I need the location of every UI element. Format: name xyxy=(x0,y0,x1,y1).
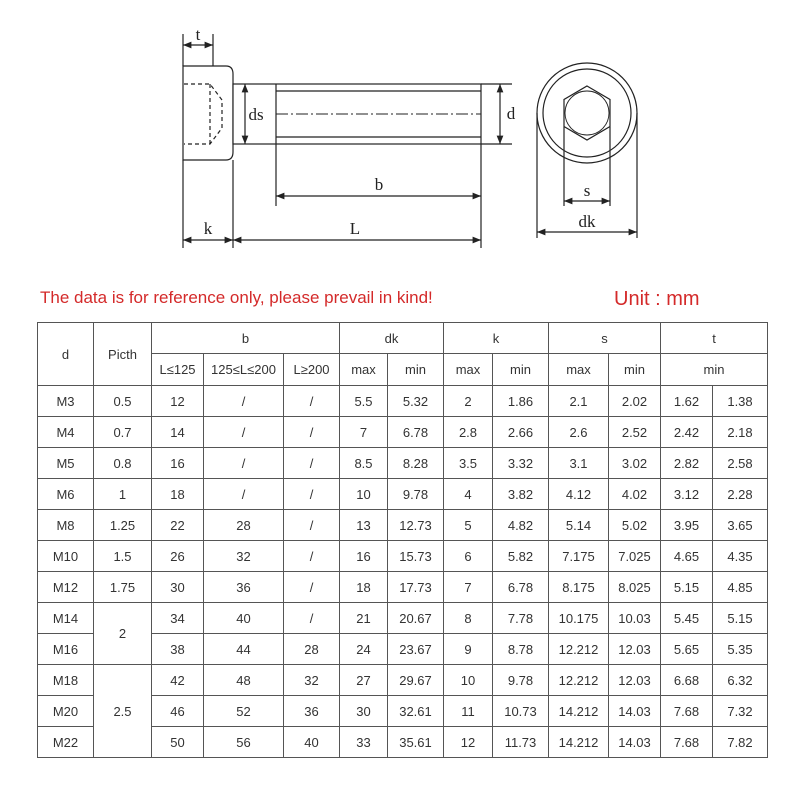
cell-k-min: 3.32 xyxy=(493,448,549,479)
cell-t-value-1: 6.68 xyxy=(661,665,713,696)
header-b-l125-200: 125≤L≤200 xyxy=(204,354,284,386)
cell-b-l125: 46 xyxy=(152,696,204,727)
cell-t-value-1: 3.95 xyxy=(661,510,713,541)
cell-s-min: 2.02 xyxy=(609,386,661,417)
cell-b-l200: / xyxy=(284,572,340,603)
cell-dk-max: 10 xyxy=(340,479,388,510)
cell-k-min: 6.78 xyxy=(493,572,549,603)
cell-k-max: 5 xyxy=(444,510,493,541)
cell-dk-max: 33 xyxy=(340,727,388,758)
cell-s-max: 14.212 xyxy=(549,696,609,727)
cell-b-l125-200: 40 xyxy=(204,603,284,634)
cell-d: M14 xyxy=(38,603,94,634)
header-dk-min: min xyxy=(388,354,444,386)
cell-t-value-2: 1.38 xyxy=(713,386,768,417)
header-t-min: min xyxy=(661,354,768,386)
cell-s-min: 2.52 xyxy=(609,417,661,448)
table-row xyxy=(38,510,768,541)
cell-t-value-2: 4.85 xyxy=(713,572,768,603)
cell-dk-max: 13 xyxy=(340,510,388,541)
cell-t-value-2: 6.32 xyxy=(713,665,768,696)
cell-k-max: 6 xyxy=(444,541,493,572)
cell-dk-min: 23.67 xyxy=(388,634,444,665)
table-row xyxy=(38,417,768,448)
header-pitch: Picth xyxy=(94,323,152,386)
cell-t-value-1: 3.12 xyxy=(661,479,713,510)
cell-t-value-1: 4.65 xyxy=(661,541,713,572)
cell-b-l125-200: / xyxy=(204,417,284,448)
reference-note: The data is for reference only, please prevail in kind! xyxy=(40,288,433,307)
header-b: b xyxy=(152,323,340,354)
cell-s-max: 7.175 xyxy=(549,541,609,572)
cell-b-l125-200: 36 xyxy=(204,572,284,603)
cell-t-value-1: 5.65 xyxy=(661,634,713,665)
cell-s-min: 14.03 xyxy=(609,696,661,727)
cell-k-min: 7.78 xyxy=(493,603,549,634)
cell-b-l125: 34 xyxy=(152,603,204,634)
cell-dk-min: 29.67 xyxy=(388,665,444,696)
cell-s-max: 3.1 xyxy=(549,448,609,479)
table-row xyxy=(38,665,768,696)
cell-t-value-2: 7.82 xyxy=(713,727,768,758)
cell-pitch: 2.5 xyxy=(94,665,152,758)
cell-s-min: 5.02 xyxy=(609,510,661,541)
label-t: t xyxy=(195,25,201,44)
cell-pitch: 1.75 xyxy=(94,572,152,603)
cell-k-max: 2.8 xyxy=(444,417,493,448)
cell-k-max: 11 xyxy=(444,696,493,727)
cell-t-value-1: 7.68 xyxy=(661,696,713,727)
cell-s-min: 3.02 xyxy=(609,448,661,479)
cell-s-min: 12.03 xyxy=(609,665,661,696)
cell-d: M16 xyxy=(38,634,94,665)
cell-dk-max: 24 xyxy=(340,634,388,665)
header-k: k xyxy=(444,323,549,354)
cell-b-l200: / xyxy=(284,386,340,417)
cell-b-l125-200: 32 xyxy=(204,541,284,572)
cell-s-min: 7.025 xyxy=(609,541,661,572)
cell-pitch: 1 xyxy=(94,479,152,510)
header-k-max: max xyxy=(444,354,493,386)
cell-b-l125-200: 56 xyxy=(204,727,284,758)
label-b: b xyxy=(374,175,384,194)
cell-b-l125-200: 44 xyxy=(204,634,284,665)
cell-b-l125: 30 xyxy=(152,572,204,603)
cell-k-max: 3.5 xyxy=(444,448,493,479)
cell-s-max: 12.212 xyxy=(549,665,609,696)
cell-t-value-2: 4.35 xyxy=(713,541,768,572)
cell-pitch: 2 xyxy=(94,603,152,665)
cell-k-min: 11.73 xyxy=(493,727,549,758)
cell-b-l125-200: 52 xyxy=(204,696,284,727)
cell-s-max: 8.175 xyxy=(549,572,609,603)
cell-k-max: 2 xyxy=(444,386,493,417)
cell-b-l200: 40 xyxy=(284,727,340,758)
cell-b-l125: 18 xyxy=(152,479,204,510)
cell-dk-max: 8.5 xyxy=(340,448,388,479)
cell-b-l125-200: / xyxy=(204,386,284,417)
cell-b-l125: 42 xyxy=(152,665,204,696)
cell-d: M5 xyxy=(38,448,94,479)
cell-dk-max: 30 xyxy=(340,696,388,727)
header-t: t xyxy=(661,323,768,354)
cell-b-l125-200: / xyxy=(204,479,284,510)
label-d: d xyxy=(506,104,516,123)
table-row xyxy=(38,386,768,417)
cell-t-value-2: 5.15 xyxy=(713,603,768,634)
cell-b-l200: / xyxy=(284,603,340,634)
cell-s-max: 5.14 xyxy=(549,510,609,541)
cell-d: M10 xyxy=(38,541,94,572)
cell-dk-max: 16 xyxy=(340,541,388,572)
cell-dk-max: 21 xyxy=(340,603,388,634)
header-dk: dk xyxy=(340,323,444,354)
cell-b-l125: 12 xyxy=(152,386,204,417)
label-k: k xyxy=(203,219,213,238)
cell-dk-min: 6.78 xyxy=(388,417,444,448)
cell-s-min: 12.03 xyxy=(609,634,661,665)
cell-d: M18 xyxy=(38,665,94,696)
table-row xyxy=(38,603,768,634)
cell-pitch: 0.5 xyxy=(94,386,152,417)
cell-k-max: 9 xyxy=(444,634,493,665)
cell-d: M8 xyxy=(38,510,94,541)
cell-t-value-1: 2.42 xyxy=(661,417,713,448)
cell-t-value-2: 7.32 xyxy=(713,696,768,727)
cell-b-l125: 22 xyxy=(152,510,204,541)
cell-d: M12 xyxy=(38,572,94,603)
dimensions-table xyxy=(37,322,768,758)
cell-t-value-2: 3.65 xyxy=(713,510,768,541)
cell-b-l125-200: / xyxy=(204,448,284,479)
cell-b-l125: 16 xyxy=(152,448,204,479)
cell-s-max: 4.12 xyxy=(549,479,609,510)
cell-t-value-1: 2.82 xyxy=(661,448,713,479)
cell-dk-max: 18 xyxy=(340,572,388,603)
table-row xyxy=(38,541,768,572)
cell-dk-min: 12.73 xyxy=(388,510,444,541)
bolt-technical-drawing xyxy=(0,0,800,260)
table-row xyxy=(38,572,768,603)
cell-k-min: 9.78 xyxy=(493,665,549,696)
cell-dk-max: 7 xyxy=(340,417,388,448)
head-outer-circle xyxy=(537,63,637,163)
cell-t-value-1: 5.15 xyxy=(661,572,713,603)
cell-b-l200: 32 xyxy=(284,665,340,696)
cell-dk-min: 9.78 xyxy=(388,479,444,510)
cell-dk-min: 17.73 xyxy=(388,572,444,603)
cell-b-l200: / xyxy=(284,541,340,572)
cell-d: M3 xyxy=(38,386,94,417)
cell-dk-min: 8.28 xyxy=(388,448,444,479)
label-dk: dk xyxy=(578,212,596,231)
header-dk-max: max xyxy=(340,354,388,386)
cell-b-l125-200: 28 xyxy=(204,510,284,541)
cell-k-min: 5.82 xyxy=(493,541,549,572)
cell-s-max: 10.175 xyxy=(549,603,609,634)
cell-s-min: 8.025 xyxy=(609,572,661,603)
cell-b-l200: / xyxy=(284,510,340,541)
unit-label: Unit : mm xyxy=(614,288,700,310)
cell-b-l125: 26 xyxy=(152,541,204,572)
header-s: s xyxy=(549,323,661,354)
cell-t-value-1: 7.68 xyxy=(661,727,713,758)
cell-b-l125: 50 xyxy=(152,727,204,758)
label-ds: ds xyxy=(248,105,264,124)
cell-k-min: 10.73 xyxy=(493,696,549,727)
label-L: L xyxy=(349,219,361,238)
cell-s-max: 2.1 xyxy=(549,386,609,417)
cell-s-min: 10.03 xyxy=(609,603,661,634)
cell-d: M22 xyxy=(38,727,94,758)
cell-b-l125: 38 xyxy=(152,634,204,665)
cell-k-max: 8 xyxy=(444,603,493,634)
cell-dk-min: 32.61 xyxy=(388,696,444,727)
cell-pitch: 0.7 xyxy=(94,417,152,448)
cell-b-l200: / xyxy=(284,448,340,479)
cell-dk-min: 15.73 xyxy=(388,541,444,572)
cell-t-value-2: 2.58 xyxy=(713,448,768,479)
table-row xyxy=(38,479,768,510)
cell-dk-min: 35.61 xyxy=(388,727,444,758)
cell-t-value-2: 2.28 xyxy=(713,479,768,510)
table-row xyxy=(38,448,768,479)
header-b-l125: L≤125 xyxy=(152,354,204,386)
cell-dk-max: 5.5 xyxy=(340,386,388,417)
cell-k-min: 3.82 xyxy=(493,479,549,510)
cell-s-max: 2.6 xyxy=(549,417,609,448)
cell-k-min: 1.86 xyxy=(493,386,549,417)
cell-k-min: 2.66 xyxy=(493,417,549,448)
header-d: d xyxy=(38,323,94,386)
cell-s-min: 14.03 xyxy=(609,727,661,758)
cell-b-l125: 14 xyxy=(152,417,204,448)
header-b-l200: L≥200 xyxy=(284,354,340,386)
cell-b-l200: 36 xyxy=(284,696,340,727)
cell-b-l200: / xyxy=(284,479,340,510)
cell-s-min: 4.02 xyxy=(609,479,661,510)
header-s-min: min xyxy=(609,354,661,386)
cell-dk-min: 5.32 xyxy=(388,386,444,417)
cell-t-value-2: 2.18 xyxy=(713,417,768,448)
cell-k-max: 12 xyxy=(444,727,493,758)
cell-k-max: 10 xyxy=(444,665,493,696)
cell-s-max: 12.212 xyxy=(549,634,609,665)
cell-s-max: 14.212 xyxy=(549,727,609,758)
cell-t-value-1: 1.62 xyxy=(661,386,713,417)
bolt-head-outline xyxy=(183,66,233,160)
cell-k-max: 7 xyxy=(444,572,493,603)
cell-pitch: 1.5 xyxy=(94,541,152,572)
cell-dk-max: 27 xyxy=(340,665,388,696)
cell-d: M6 xyxy=(38,479,94,510)
label-s: s xyxy=(583,181,591,200)
cell-b-l200: 28 xyxy=(284,634,340,665)
cell-k-min: 8.78 xyxy=(493,634,549,665)
cell-b-l200: / xyxy=(284,417,340,448)
cell-pitch: 1.25 xyxy=(94,510,152,541)
cell-pitch: 0.8 xyxy=(94,448,152,479)
cell-k-max: 4 xyxy=(444,479,493,510)
cell-d: M20 xyxy=(38,696,94,727)
cell-d: M4 xyxy=(38,417,94,448)
cell-b-l125-200: 48 xyxy=(204,665,284,696)
cell-dk-min: 20.67 xyxy=(388,603,444,634)
cell-t-value-2: 5.35 xyxy=(713,634,768,665)
cell-t-value-1: 5.45 xyxy=(661,603,713,634)
header-s-max: max xyxy=(549,354,609,386)
header-k-min: min xyxy=(493,354,549,386)
cell-k-min: 4.82 xyxy=(493,510,549,541)
